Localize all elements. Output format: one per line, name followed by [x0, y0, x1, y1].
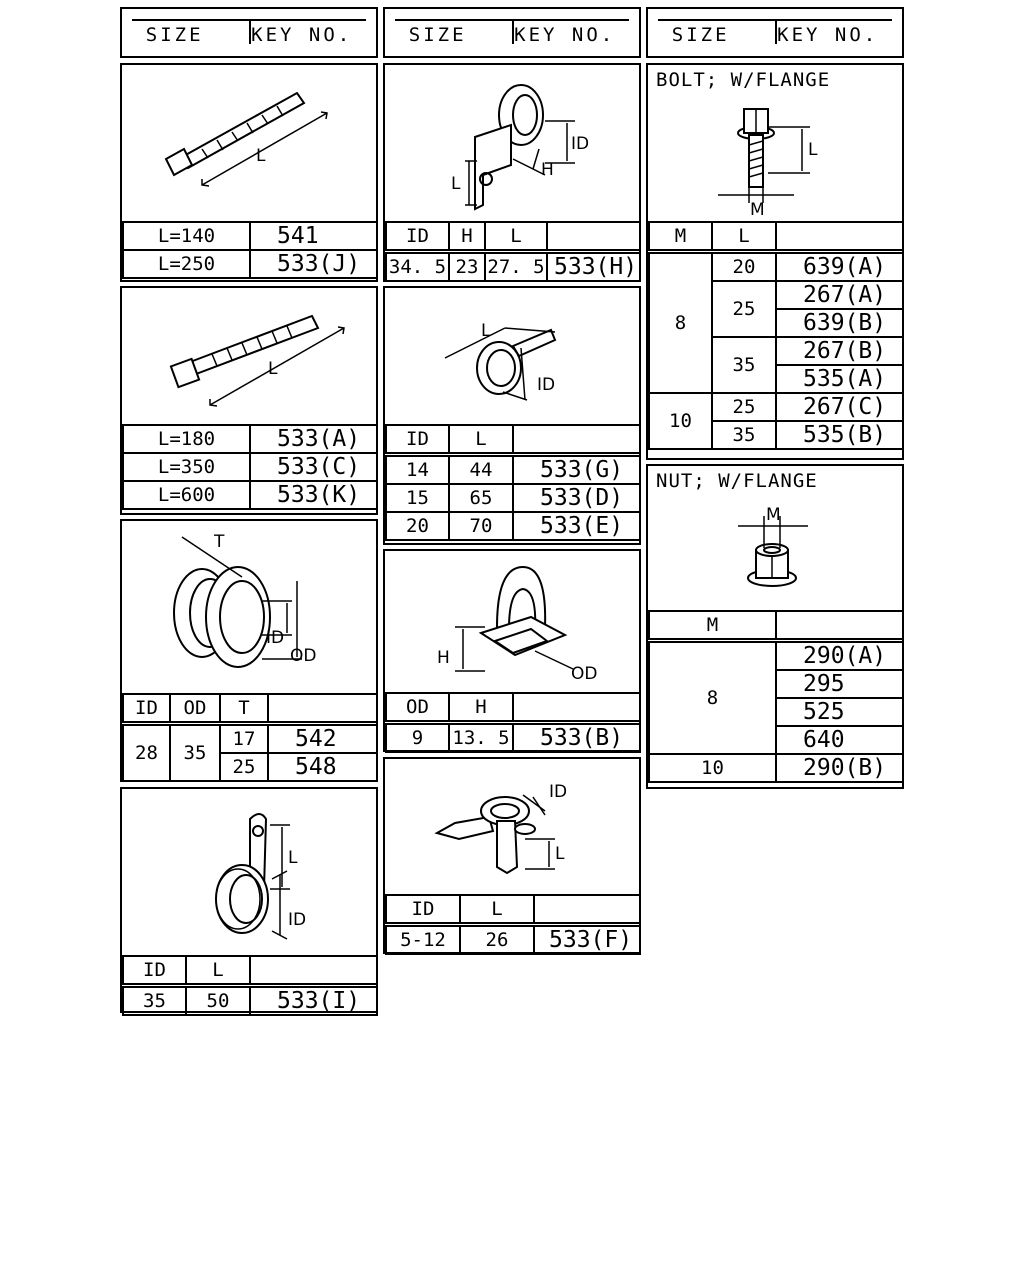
l-cell: 35: [712, 337, 776, 393]
id-cell: 20: [386, 512, 449, 540]
cable-tie-short-table: [122, 221, 378, 279]
key-cell: 295: [776, 670, 903, 698]
header-size-label: SIZE: [145, 23, 204, 46]
id-cell: 28: [123, 724, 170, 782]
h-cell: 13. 5: [449, 723, 513, 753]
table-row: [649, 393, 903, 421]
l-cell: 70: [449, 512, 513, 540]
panel-grommet: [120, 519, 378, 782]
size-cell: L=350: [123, 453, 250, 481]
table-row: [386, 252, 640, 282]
table-row: [123, 986, 377, 1016]
column-header: L: [485, 222, 547, 252]
table-header-row: [386, 895, 640, 925]
dim-label-t: T: [214, 532, 225, 552]
column-header: OD: [386, 693, 449, 723]
dim-label-m: M: [766, 505, 781, 525]
key-cell: 548: [268, 753, 377, 781]
table-row: [123, 250, 377, 278]
table-row: [123, 453, 377, 481]
nut-figure: [648, 466, 902, 611]
m-cell: 8: [649, 641, 776, 755]
column-header: L: [449, 425, 513, 455]
dim-label-l: L: [256, 146, 266, 166]
header-key-label: KEY NO.: [777, 23, 879, 46]
l-cell: 26: [460, 925, 534, 955]
column-header: [776, 611, 903, 641]
key-cell: 267(B): [776, 337, 903, 365]
panel-p-clamp: [120, 787, 378, 1013]
nut-icon: [748, 544, 796, 586]
od-cell: 35: [170, 724, 220, 782]
table-header-row: [649, 222, 903, 252]
key-cell: 535(B): [776, 421, 903, 449]
table-row: [123, 481, 377, 509]
column-header: ID: [123, 956, 186, 986]
m-cell: 10: [649, 393, 712, 449]
column-header: [776, 222, 903, 252]
dim-label-h: H: [541, 160, 554, 180]
column-header: L: [712, 222, 776, 252]
column-header: OD: [170, 694, 220, 724]
key-cell: 267(A): [776, 281, 903, 309]
panel-cable-tie-long: [120, 286, 378, 515]
column-header: M: [649, 222, 712, 252]
l-cell: 65: [449, 484, 513, 512]
column-header: ID: [386, 222, 449, 252]
key-cell: 533(J): [250, 250, 377, 278]
dim-label-l: L: [451, 174, 461, 194]
dim-label-l: L: [481, 321, 491, 341]
table-row: [123, 222, 377, 250]
grommet-icon: [174, 567, 270, 667]
grommet-table: [122, 693, 378, 782]
column-header: M: [649, 611, 776, 641]
m-cell: 8: [649, 252, 712, 394]
l-cell: 44: [449, 455, 513, 485]
key-cell: 541: [250, 222, 377, 250]
table-row: [386, 484, 640, 512]
header-size-label: SIZE: [671, 23, 730, 46]
panel-push-clip: [383, 549, 641, 752]
table-row: [649, 252, 903, 282]
panel-band-clamp: [383, 286, 641, 545]
id-cell: 35: [123, 986, 186, 1016]
header-key-label: KEY NO.: [251, 23, 353, 46]
column-header: [513, 693, 640, 723]
table-row: [649, 641, 903, 671]
cable-tie-short-figure: [122, 65, 376, 220]
key-cell: 267(C): [776, 393, 903, 421]
table-header-row: [123, 694, 377, 724]
key-cell: 533(H): [547, 252, 640, 282]
dim-label-l: L: [288, 848, 298, 868]
column-header: ID: [386, 895, 460, 925]
p-clamp-figure: [122, 789, 376, 953]
band-clamp-figure: [385, 288, 639, 424]
size-cell: L=140: [123, 222, 250, 250]
dim-label-l: L: [808, 140, 818, 160]
dim-label-id: ID: [549, 782, 568, 802]
column-header: H: [449, 693, 513, 723]
panel-cable-tie-short: [120, 63, 378, 282]
dim-label-m: M: [750, 200, 765, 220]
panel-bolt: [646, 63, 904, 460]
key-cell: 640: [776, 726, 903, 754]
column-header: L: [186, 956, 250, 986]
dim-label-od: OD: [571, 664, 598, 684]
table-header-row: [123, 956, 377, 986]
dim-label-od: OD: [290, 646, 317, 666]
p-clamp-table: [122, 955, 378, 1016]
key-cell: 525: [776, 698, 903, 726]
key-cell: 535(A): [776, 365, 903, 393]
l-cell: 27. 5: [485, 252, 547, 282]
key-cell: 533(B): [513, 723, 640, 753]
h-cell: 23: [449, 252, 485, 282]
nut-table: [648, 610, 904, 783]
key-cell: 533(A): [250, 425, 377, 453]
id-cell: 34. 5: [386, 252, 449, 282]
l-cell: 25: [712, 393, 776, 421]
column-header: [268, 694, 377, 724]
p-clamp-icon: [216, 814, 268, 933]
column-header: [513, 425, 640, 455]
pin-clamp-table: [385, 894, 641, 955]
header-col1: [120, 7, 378, 58]
bracket-clamp-table: [385, 221, 641, 282]
key-cell: 290(A): [776, 641, 903, 671]
l-cell: 25: [712, 281, 776, 337]
table-row: [386, 723, 640, 753]
key-cell: 542: [268, 724, 377, 754]
table-header-row: [386, 693, 640, 723]
column-header: L: [460, 895, 534, 925]
table-header-row: [649, 611, 903, 641]
column-header: [547, 222, 640, 252]
panel-nut: [646, 464, 904, 789]
push-clip-table: [385, 692, 641, 753]
id-cell: 15: [386, 484, 449, 512]
key-cell: 533(I): [250, 986, 377, 1016]
push-clip-figure: [385, 551, 639, 691]
cable-tie-long-figure: [122, 288, 376, 424]
key-cell: 533(E): [513, 512, 640, 540]
header-key-label: KEY NO.: [514, 23, 616, 46]
t-cell: 17: [220, 724, 268, 754]
table-header-row: [386, 222, 640, 252]
key-cell: 639(B): [776, 309, 903, 337]
size-cell: L=600: [123, 481, 250, 509]
bracket-clamp-icon: [475, 85, 543, 209]
column-header: H: [449, 222, 485, 252]
l-cell: 20: [712, 252, 776, 282]
header-col2: [383, 7, 641, 58]
pin-clamp-figure: [385, 759, 639, 895]
id-cell: 14: [386, 455, 449, 485]
key-cell: 533(D): [513, 484, 640, 512]
table-row: [123, 724, 377, 754]
cable-tie-long-table: [122, 424, 378, 510]
l-cell: 35: [712, 421, 776, 449]
header-col3: [646, 7, 904, 58]
key-cell: 533(K): [250, 481, 377, 509]
bolt-icon: [738, 109, 774, 187]
grommet-figure: [122, 521, 376, 693]
nut-title: NUT; W/FLANGE: [656, 470, 818, 492]
column-header: [534, 895, 640, 925]
table-header-row: [386, 425, 640, 455]
pin-clamp-icon: [437, 797, 535, 873]
dim-label-l: L: [268, 359, 278, 379]
bolt-title: BOLT; W/FLANGE: [656, 69, 831, 91]
bolt-figure: [648, 65, 902, 220]
column-header: ID: [123, 694, 170, 724]
key-cell: 533(G): [513, 455, 640, 485]
dim-label-id: ID: [266, 628, 285, 648]
table-row: [386, 925, 640, 955]
table-row: [123, 425, 377, 453]
header-size-label: SIZE: [408, 23, 467, 46]
table-row: [649, 754, 903, 782]
l-cell: 50: [186, 986, 250, 1016]
column-header: T: [220, 694, 268, 724]
table-row: [386, 512, 640, 540]
push-clip-icon: [481, 567, 565, 655]
key-cell: 533(C): [250, 453, 377, 481]
dim-label-h: H: [437, 648, 450, 668]
table-row: [386, 455, 640, 485]
cable-tie-icon: [166, 93, 304, 175]
od-cell: 9: [386, 723, 449, 753]
panel-pin-clamp: [383, 757, 641, 954]
column-header: [250, 956, 377, 986]
column-header: ID: [386, 425, 449, 455]
m-cell: 10: [649, 754, 776, 782]
size-cell: L=180: [123, 425, 250, 453]
dim-label-id: ID: [537, 375, 556, 395]
cable-tie-icon: [171, 316, 318, 387]
dim-label-id: ID: [571, 134, 590, 154]
key-cell: 533(F): [534, 925, 640, 955]
id-cell: 5-12: [386, 925, 460, 955]
size-cell: L=250: [123, 250, 250, 278]
key-cell: 290(B): [776, 754, 903, 782]
bolt-table: [648, 221, 904, 450]
band-clamp-table: [385, 424, 641, 541]
dim-label-l: L: [555, 844, 565, 864]
panel-bracket-clamp: [383, 63, 641, 282]
key-cell: 639(A): [776, 252, 903, 282]
t-cell: 25: [220, 753, 268, 781]
bracket-clamp-figure: [385, 65, 639, 220]
dim-label-id: ID: [288, 910, 307, 930]
